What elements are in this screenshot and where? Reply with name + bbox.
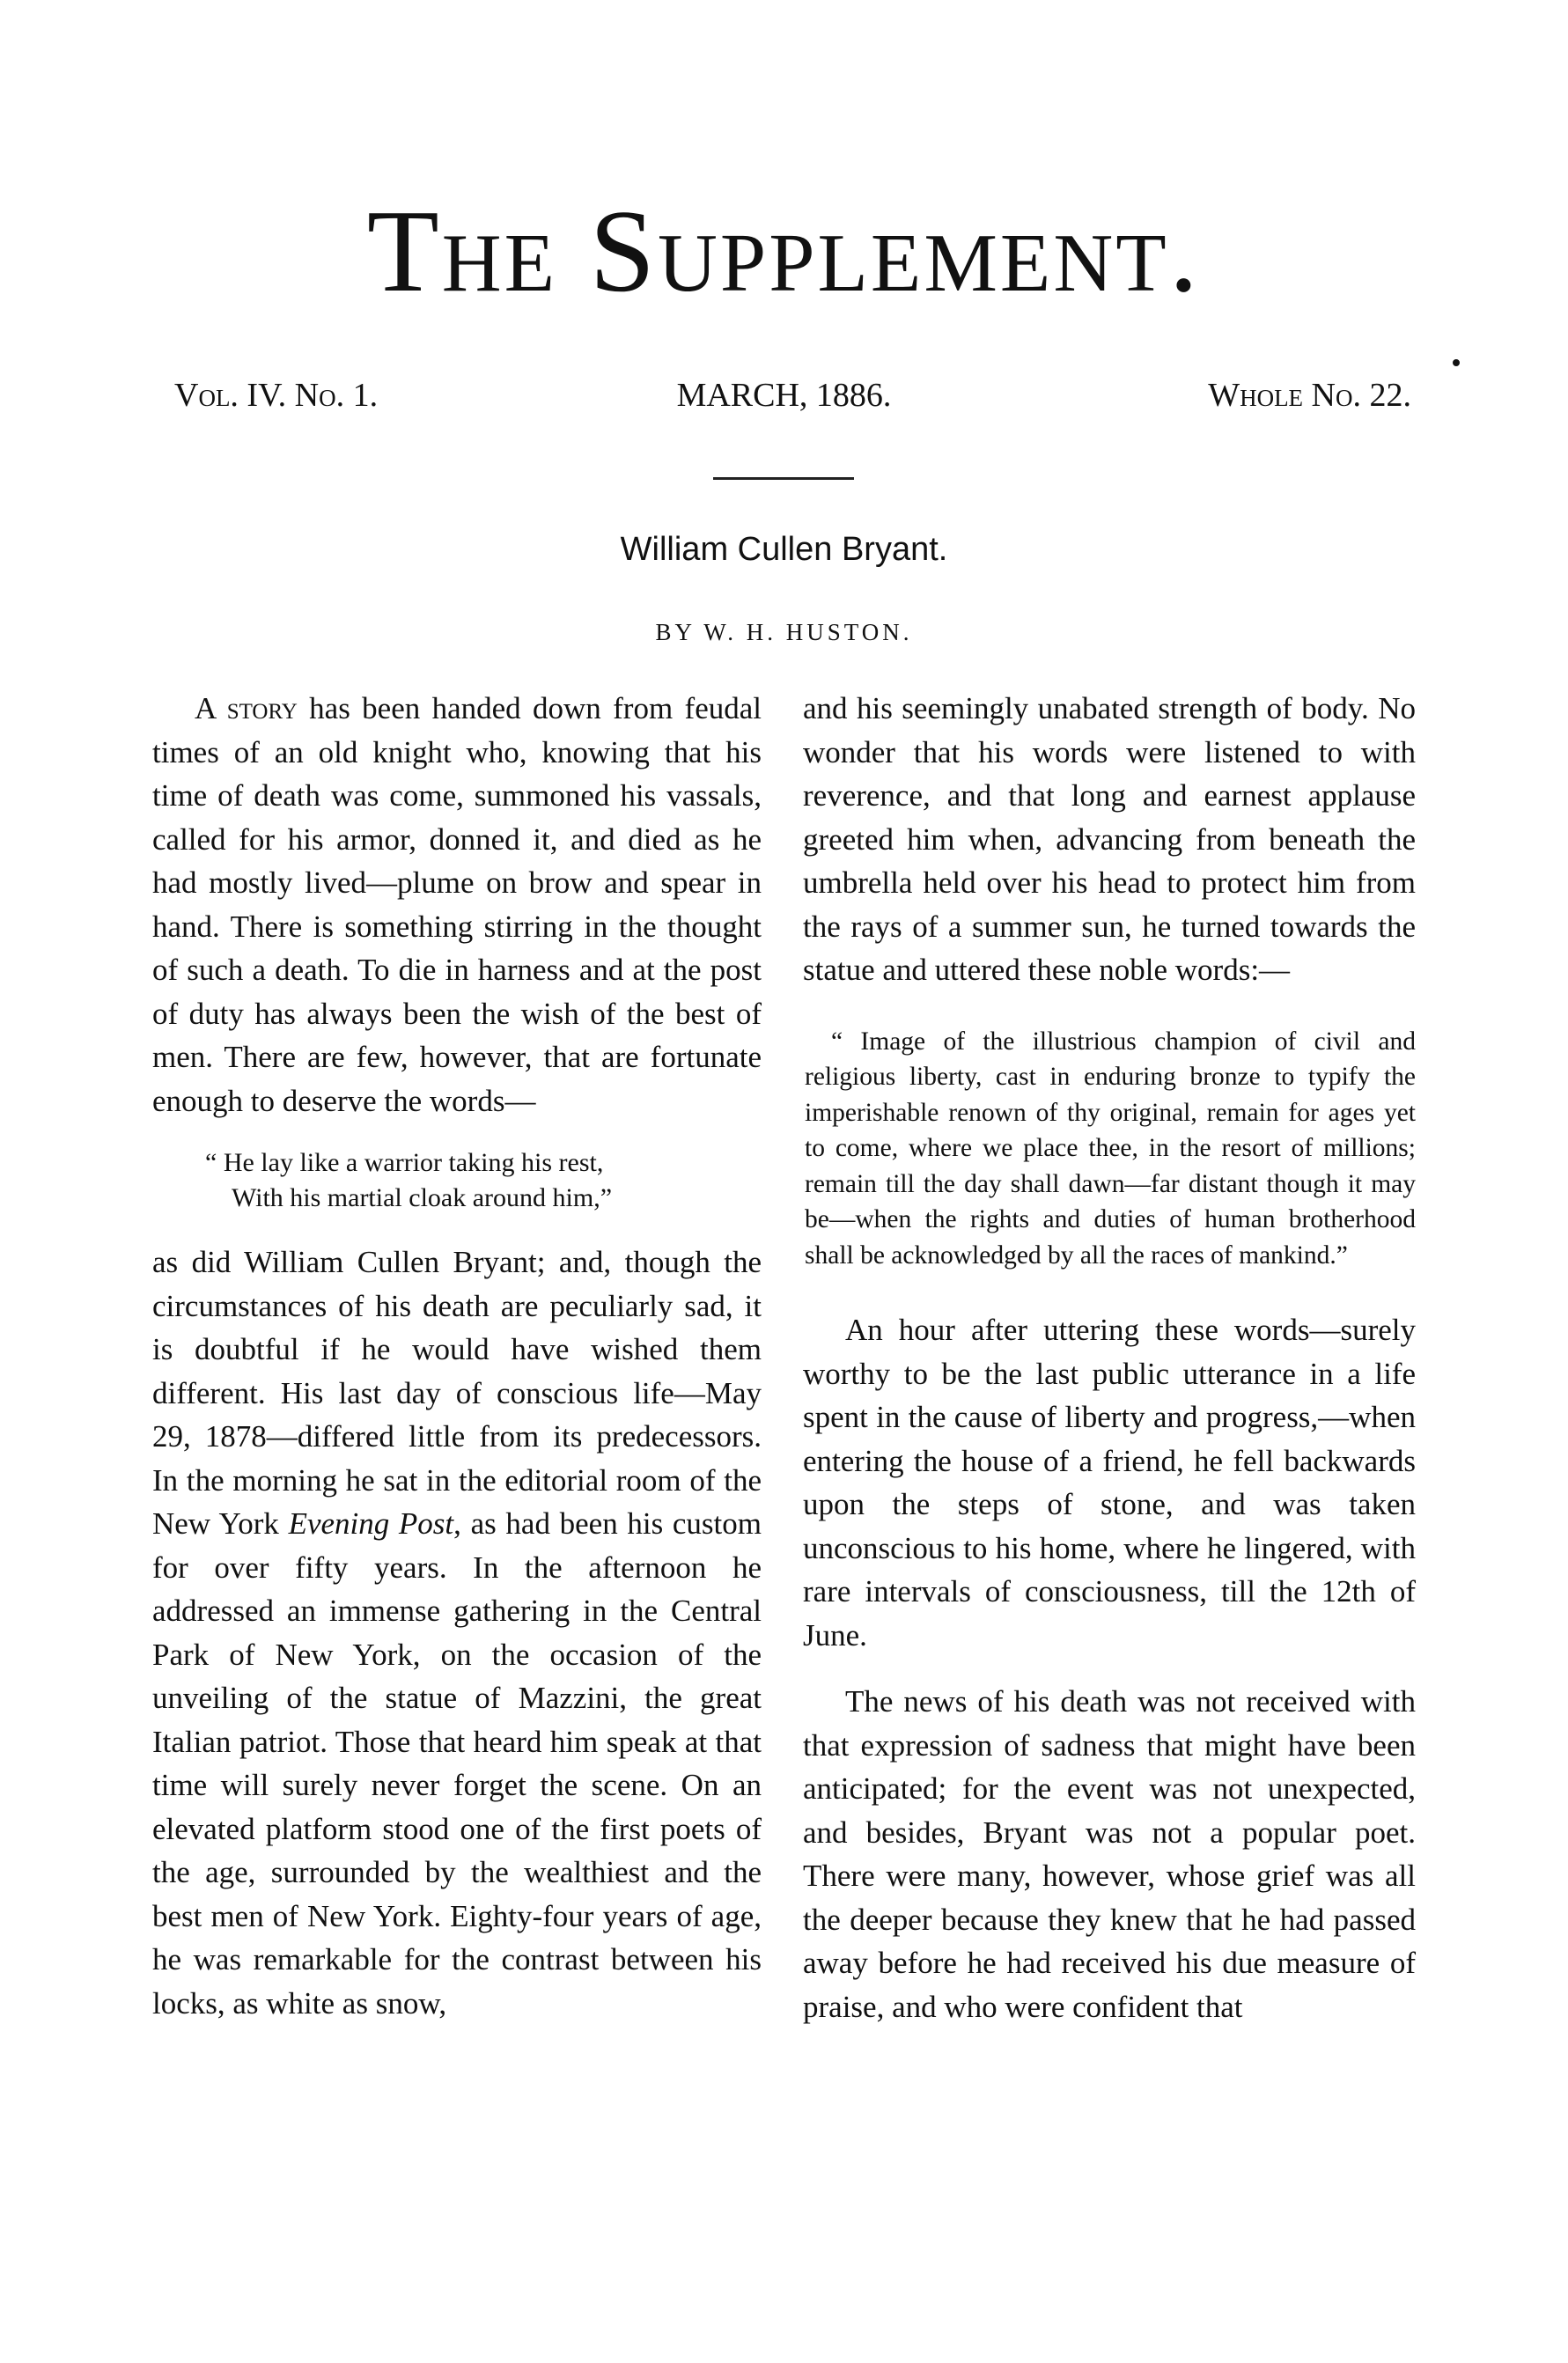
left-paragraph-2a: as did William Cullen Bryant; and, though the circumstances of his death are peculiarly sad, it is doubtful if he would have wished them different. His last day of conscious life—May 29, 1878—differed little from its predecessors. In the morning he sat in the editorial room of the New York [152, 1245, 762, 1541]
verse-line-1: “ He lay like a warrior taking his rest, [205, 1148, 604, 1177]
left-paragraph-1 [152, 687, 762, 1123]
paragraph-gap [803, 1657, 1416, 1680]
article-title: William Cullen Bryant. [620, 531, 948, 568]
title-divider [713, 477, 854, 480]
right-paragraph-1: and his seemingly unabated strength of body. No wonder that his words were listened to with reverence, and that long and earnest applause greeted him when, advancing from beneath the umbrella held over his head to protect him from the rays of a summer sun, he turned towards the statue and uttered these noble words:— [803, 691, 1416, 987]
article-byline: BY W. H. HUSTON. [655, 619, 913, 645]
drop-lead: A story [195, 691, 298, 725]
right-paragraph-2: An hour after uttering these words—surely worthy to be the last public utterance in a life spent in the cause of liberty and progress,—when entering the house of a friend, he fell backwards upon the steps of stone, and was taken unconscious to his home, where he lingered, with rare intervals of consciousness, till the 12th of June. [803, 1313, 1416, 1653]
issue-date: MARCH, 1886. [676, 377, 892, 414]
newspaper-name: Evening Post [288, 1506, 454, 1541]
masthead-title: The Supplement. [366, 186, 1202, 316]
left-paragraph-1-text: has been handed down from feudal times of an old knight who, knowing that his time of death was come, summoned his vassals, called for his armor, donned it, and died as he had mostly lived—plume on brow and spear in hand. There is something stirring in the thought of such a death. To die in harness and at the post of duty has always been the wish of the best of men. There are few, however, that are fortunate enough to deserve the words— [152, 691, 762, 1118]
right-column [803, 687, 1416, 2028]
verse-line-2: With his martial cloak around him,” [232, 1183, 613, 1212]
right-paragraph-3: The news of his death was not received with that expression of sadness that might have been anticipated; for the event was not unexpected, and besides, Bryant was not a popular poet. There were many, however, whose grief was all the deeper because they knew that he had passed away before he had received his due measure of praise, and who were confident that [803, 1684, 1416, 2024]
mazzini-quote: “ Image of the illustrious champion of civil and religious liberty, cast in enduring bronze to typify the imperishable renown of thy original, remain for ages yet to come, where we place thee, in the resort of millions; remain till the day shall dawn—far distant though it may be—when the rights and duties of human brotherhood shall be acknowledged by all the races of mankind.” [805, 1027, 1416, 1270]
ink-dot [1453, 359, 1460, 366]
left-paragraph-2 [152, 1240, 762, 2025]
verse-quote [152, 1145, 762, 1216]
left-paragraph-2b: , as had been his custom for over fifty years. In the afternoon he addressed an immense gathering in the Central Park of New York, on the occasion of the unveiling of the statue of Mazzini, the great Italian patriot. Those that heard him speak at that time will surely never forget the scene. On an elevated platform stood one of the first poets of the age, surrounded by the wealthiest and the best men of New York. Eighty-four years of age, he was remarkable for the contrast between his locks, as white as snow, [152, 1506, 762, 2021]
whole-number: Whole No. 22. [1208, 377, 1411, 414]
volume-number: Vol. IV. No. 1. [174, 377, 379, 414]
left-column [152, 687, 762, 2025]
